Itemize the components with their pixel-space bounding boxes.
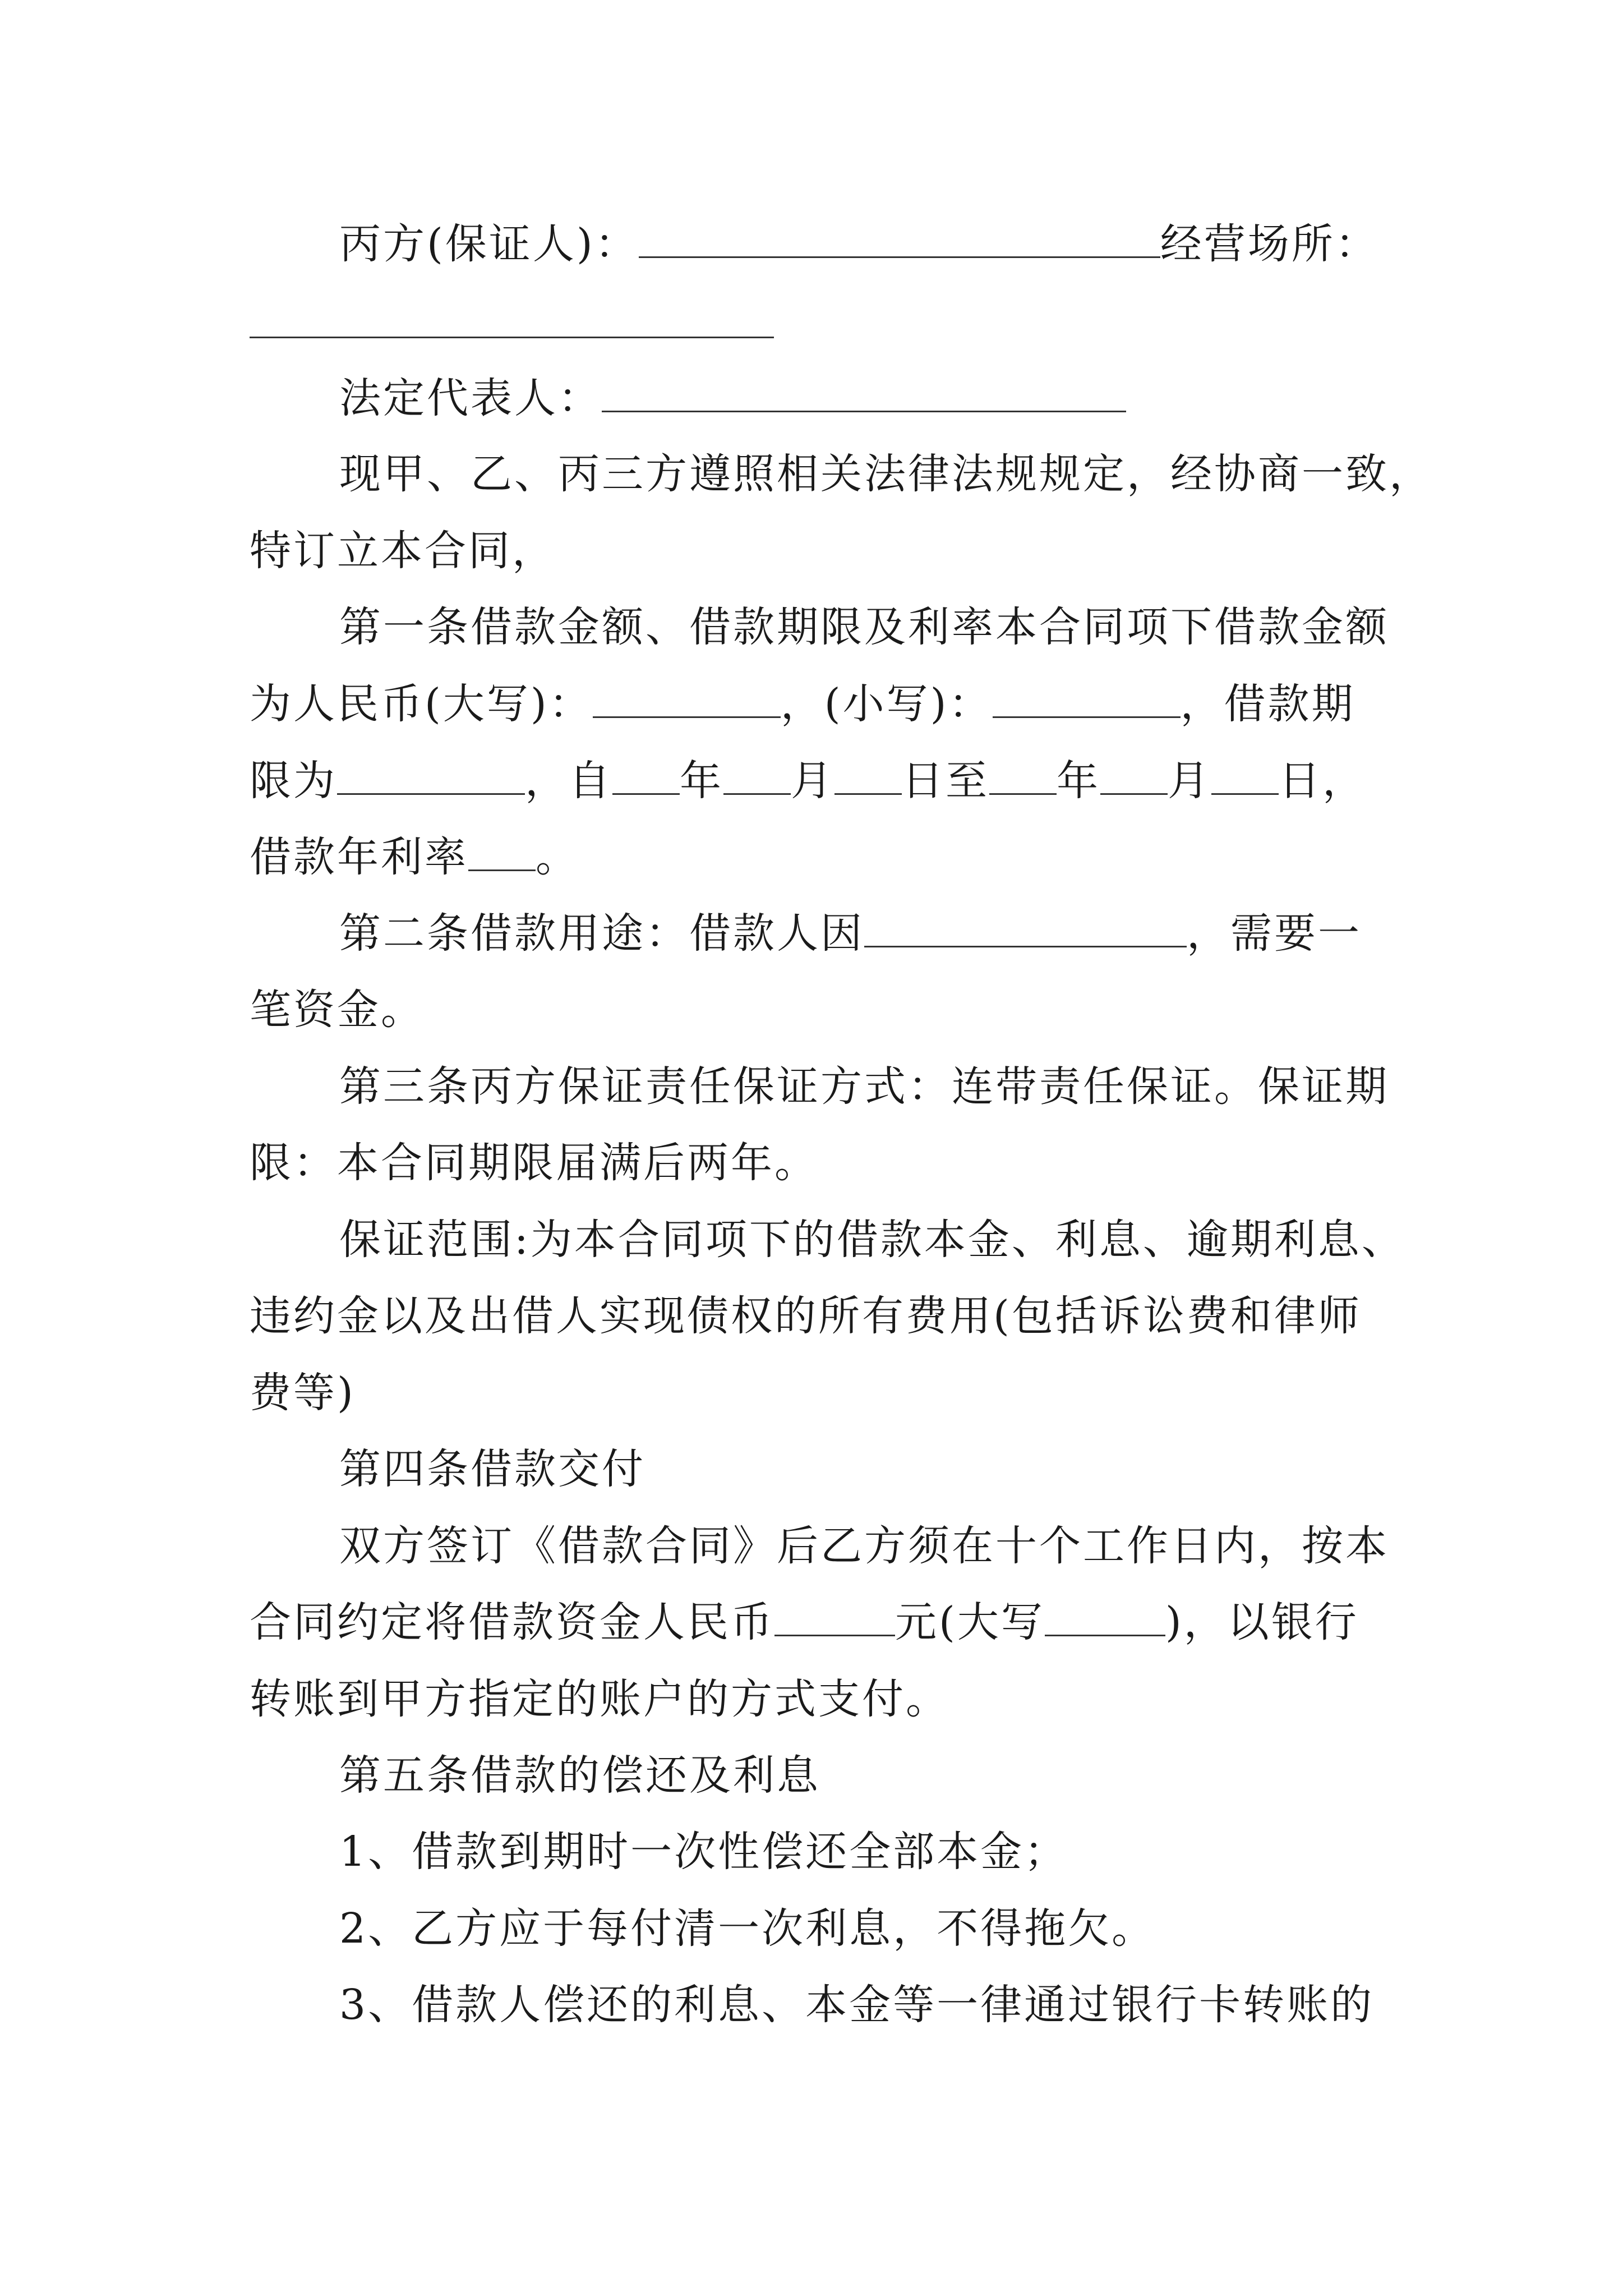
end-day-label: 日， — [1279, 757, 1366, 805]
transfer-method-label: )，以银行 — [1165, 1598, 1359, 1646]
article-4-line-3: 转账到甲方指定的账户的方式支付。 — [250, 1675, 949, 1723]
start-month-label: 月 — [791, 757, 834, 805]
article-3-line-2: 限：本合同期限届满后两年。 — [250, 1139, 818, 1187]
start-month-blank — [723, 758, 791, 795]
article-2-line-2: 笔资金。 — [250, 986, 425, 1034]
guarantor-blank — [639, 222, 1160, 258]
legal-rep-label: 法定代表人： — [339, 374, 602, 422]
interest-rate-blank — [468, 835, 536, 871]
guarantor-line — [339, 216, 1483, 272]
business-place-label: 经营场所： — [1160, 220, 1379, 268]
start-year-blank — [612, 758, 680, 795]
start-year-label: 年 — [680, 757, 723, 805]
transfer-uppercase-blank — [1045, 1600, 1165, 1636]
scope-line-2: 违约金以及出借人实现债权的所有费用(包括诉讼费和律师 — [250, 1292, 1362, 1340]
scope-line-1: 保证范围:为本合同项下的借款本金、利息、逾期利息、 — [339, 1216, 1405, 1264]
end-month-label: 月 — [1168, 757, 1211, 805]
end-month-blank — [1100, 758, 1168, 795]
article-5-title: 第五条借款的偿还及利息 — [339, 1751, 820, 1800]
article-4-title: 第四条借款交付 — [339, 1445, 645, 1493]
article-3-line-1: 第三条丙方保证责任保证方式：连带责任保证。保证期 — [339, 1062, 1389, 1111]
start-day-label: 日至 — [902, 757, 989, 805]
business-place-blank — [250, 337, 774, 338]
guarantor-label: 丙方(保证人)： — [339, 220, 639, 268]
amount-uppercase-label: 为人民币(大写)： — [250, 680, 593, 728]
from-label: ，自 — [525, 757, 612, 805]
article-5-item-3: 3、借款人偿还的利息、本金等一律通过银行卡转账的 — [339, 1981, 1375, 2029]
article-2-line-1 — [339, 905, 1483, 961]
amount-uppercase-blank — [593, 682, 781, 718]
legal-rep-line — [339, 370, 1483, 426]
article-1-line-1: 第一条借款金额、借款期限及利率本合同项下借款金额 — [339, 603, 1389, 651]
term-prefix: 限为 — [250, 757, 337, 805]
term-blank — [337, 758, 525, 795]
article-4-line-2 — [250, 1594, 1394, 1650]
end-year-blank — [989, 758, 1057, 795]
legal-rep-blank — [602, 376, 1126, 412]
start-day-blank — [834, 758, 902, 795]
article-5-item-2: 2、乙方应于每付清一次利息，不得拖欠。 — [339, 1904, 1156, 1953]
transfer-uppercase-label: 元(大写 — [895, 1598, 1045, 1646]
end-day-blank — [1211, 758, 1279, 795]
purpose-label: 第二条借款用途：借款人因 — [339, 909, 864, 958]
article-4-line-1: 双方签订《借款合同》后乙方须在十个工作日内，按本 — [339, 1522, 1389, 1570]
loan-term-label: ，借款期 — [1180, 680, 1355, 728]
transfer-amount-label: 合同约定将借款资金人民币 — [250, 1598, 774, 1646]
purpose-blank — [864, 911, 1187, 947]
period-mark: 。 — [536, 833, 579, 881]
scope-line-3: 费等) — [250, 1369, 356, 1417]
purpose-suffix: ，需要一 — [1187, 909, 1362, 958]
amount-lowercase-label: ，(小写)： — [780, 680, 993, 728]
transfer-amount-blank — [774, 1600, 895, 1636]
amount-lowercase-blank — [993, 682, 1181, 718]
article-1-line-3 — [250, 753, 1394, 809]
intro-line-2: 特订立本合同， — [250, 527, 556, 575]
end-year-label: 年 — [1057, 757, 1100, 805]
intro-line-1: 现甲、乙、丙三方遵照相关法律法规规定，经协商一致， — [339, 450, 1433, 498]
interest-rate-label: 借款年利率 — [250, 833, 468, 881]
article-1-line-4 — [250, 829, 1394, 885]
article-1-line-2 — [250, 676, 1394, 732]
article-5-item-1: 1、借款到期时一次性偿还全部本金； — [339, 1828, 1068, 1876]
